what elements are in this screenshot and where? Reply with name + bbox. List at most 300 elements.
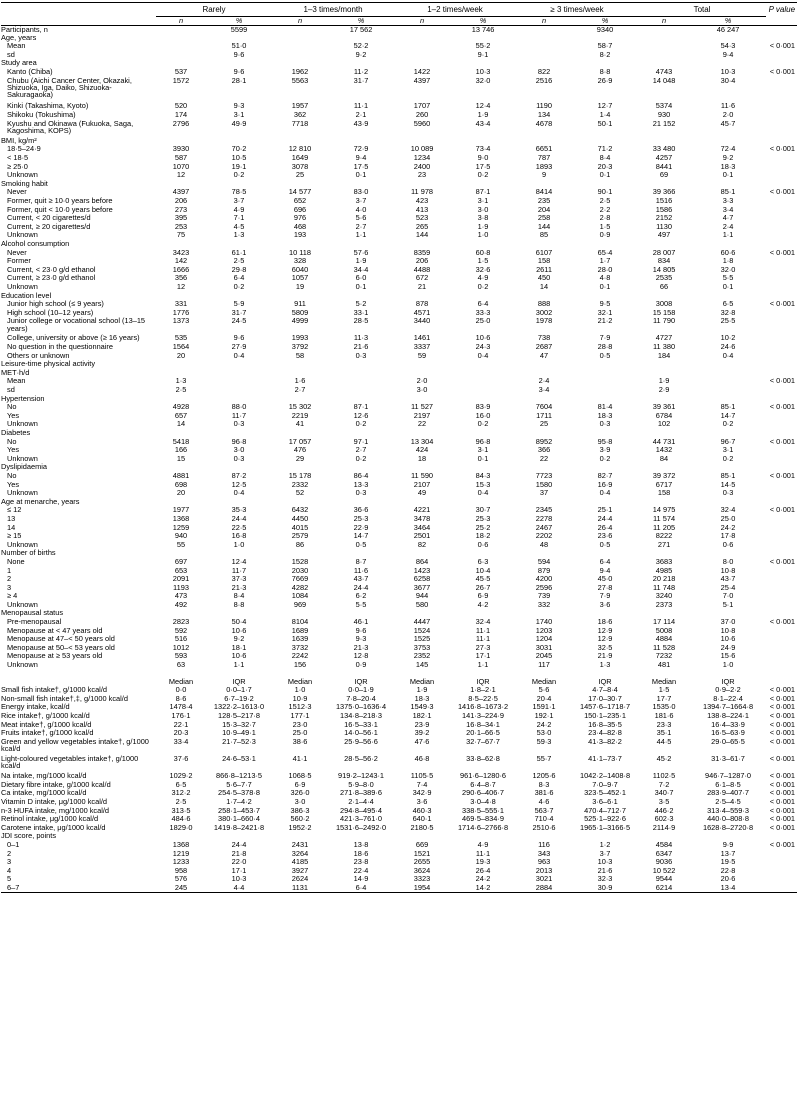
n-cell: 7604 (535, 402, 553, 412)
table-row (1, 798, 797, 807)
row-label: 2 (7, 574, 12, 584)
pct-cell: 60·8 (475, 247, 491, 257)
p-value-cell (766, 154, 797, 163)
pct-cell: 24·2 (720, 522, 736, 532)
n-cell: 9 (541, 170, 547, 180)
pct-cell: 87·1 (353, 402, 369, 412)
pct-cell: 21·9 (597, 651, 613, 661)
pct-cell: 1·5 (599, 221, 611, 231)
pct-cell: 1714·6–2766·8 (457, 822, 509, 832)
p-value-cell (766, 352, 797, 361)
pct-cell: 0·4 (722, 350, 734, 360)
table-row (1, 815, 797, 824)
n-cell: 4397 (172, 187, 190, 197)
n-cell: 1422 (413, 67, 431, 77)
n-cell: 3264 (291, 848, 309, 858)
n-cell: 4200 (535, 574, 553, 584)
category-row (1, 498, 797, 507)
pct-cell: 36·6 (353, 505, 369, 515)
pct-cell: 470·4–712·7 (584, 805, 626, 815)
pct-cell: 0·3 (233, 453, 245, 463)
p-value-cell: < 0·001 (769, 719, 796, 729)
pct-cell: 21·6 (597, 865, 613, 875)
n-cell: 0·0 (175, 685, 187, 695)
n-cell: 5809 (291, 307, 309, 317)
n-cell: 11 590 (410, 470, 434, 480)
pct-cell: 0·2 (477, 281, 489, 291)
n-cell: 446·2 (654, 805, 674, 815)
pct-cell: 1·3 (233, 230, 245, 240)
n-cell: 3683 (655, 556, 673, 566)
pct-cell: 37·3 (231, 574, 247, 584)
pct-cell: 17·0–30·7 (588, 693, 622, 703)
n-cell: 23·3 (656, 719, 672, 729)
category-row (1, 463, 797, 472)
table-row (1, 403, 797, 412)
n-cell: 4884 (655, 634, 673, 644)
pct-cell: 32·0 (720, 264, 736, 274)
n-cell: 4881 (172, 470, 190, 480)
table-row (1, 884, 797, 893)
n-cell: 29 (295, 453, 305, 463)
n-cell: 1012 (172, 642, 190, 652)
pct-cell: 13 746 (471, 24, 495, 34)
row-label: Menopause at 50–< 53 years old (7, 642, 115, 652)
n-cell: 181·6 (654, 711, 674, 721)
pct-cell: 21·7–52·3 (222, 736, 256, 746)
n-cell: 1373 (172, 316, 190, 326)
pct-cell: 52·2 (353, 41, 369, 51)
pct-cell: 9·6 (233, 49, 245, 59)
n-cell: 156 (293, 660, 307, 670)
n-cell: 460·3 (412, 805, 432, 815)
pct-cell: 20·3 (597, 161, 613, 171)
n-cell: 1259 (172, 522, 190, 532)
pct-cell: 0·0–1·9 (348, 685, 374, 695)
n-cell: 5418 (172, 436, 190, 446)
n-cell: 23 (417, 170, 427, 180)
pct-cell: 49·9 (231, 118, 247, 128)
pct-cell: 23·4–82·8 (588, 728, 622, 738)
pct-cell: 0·1 (477, 453, 489, 463)
p-value-cell (766, 197, 797, 206)
n-cell: 6432 (291, 505, 309, 515)
n-cell: 235 (537, 195, 551, 205)
pct-cell: 34·4 (353, 264, 369, 274)
n-cell: 1131 (272, 884, 328, 893)
row-label: Kinki (Takashima, Kyoto) (7, 101, 89, 111)
row-label: 3 (7, 582, 12, 592)
table-row (1, 695, 797, 704)
table-row (1, 249, 797, 258)
pct-cell: 16·9 (597, 479, 613, 489)
pct-cell: 51·0 (231, 41, 247, 51)
row-label: ≥ 25·0 (7, 161, 28, 171)
table-row (1, 343, 797, 352)
pct-cell: 1·1 (233, 660, 245, 670)
n-cell: 1962 (291, 67, 309, 77)
category-row (1, 395, 797, 404)
pct-cell: 25·2 (475, 522, 491, 532)
pct-cell: 5·5 (355, 599, 367, 609)
n-cell: 888 (537, 299, 551, 309)
pct-cell: 28·0 (597, 264, 613, 274)
table-row (1, 601, 797, 610)
row-label: Former, quit ≥ 10·0 years before (7, 195, 113, 205)
n-cell: 184 (657, 350, 671, 360)
pct-cell: 31·7 (231, 307, 247, 317)
pct-cell: 6·9 (477, 591, 489, 601)
stat-header-cell: IQR (598, 676, 612, 686)
pct-cell: 4·7 (722, 213, 734, 223)
pct-cell: 32·7–67·7 (466, 736, 500, 746)
row-label: Unknown (7, 170, 38, 180)
table-row (1, 231, 797, 240)
group-header-row (1, 3, 797, 17)
pct-cell: 25·0 (720, 513, 736, 523)
p-value-cell (766, 334, 797, 343)
n-cell: 381·6 (534, 788, 554, 798)
n-cell: 55 (176, 539, 186, 549)
pct-cell: 3·0 (233, 445, 245, 455)
row-label: Green and yellow vegetables intake†, g/1000 kcal/d (1, 736, 149, 754)
pct-cell: 9·3 (233, 101, 245, 111)
pct-cell (572, 386, 638, 395)
pct-cell: 0·5 (599, 350, 611, 360)
pct-cell: 32·5 (597, 642, 613, 652)
n-cell: 2·7 (294, 385, 306, 395)
n-cell: 2400 (413, 161, 431, 171)
n-cell: 1219 (172, 848, 190, 858)
p-value-cell (766, 532, 797, 541)
table-row (1, 446, 797, 455)
n-cell: 535 (174, 333, 188, 343)
n-cell: 2352 (413, 651, 431, 661)
n-cell (394, 51, 450, 60)
n-cell: 1572 (172, 75, 190, 85)
n-cell: 2655 (413, 857, 431, 867)
stat-header-cell: Median (168, 676, 194, 686)
n-cell: 3337 (413, 342, 431, 352)
pct-cell: 3·8 (477, 213, 489, 223)
pct-cell: 41·3–82·2 (588, 736, 622, 746)
pct-cell: 11·1 (475, 625, 491, 635)
n-cell: 342·9 (412, 788, 432, 798)
row-label: Meat intake†, g/1000 kcal/d (1, 719, 92, 729)
n-cell: 1521 (413, 848, 431, 858)
n-cell: 14 (176, 419, 186, 429)
p-value-cell: < 0·001 (769, 67, 796, 77)
row-label: Age, years (1, 32, 37, 42)
p-value-cell: < 0·001 (769, 805, 796, 815)
stat-header-cell: Median (287, 676, 313, 686)
n-cell: 47 (539, 350, 549, 360)
n-cell (516, 34, 572, 43)
table-row (1, 506, 797, 515)
n-cell (272, 34, 328, 43)
n-cell: 1666 (172, 264, 190, 274)
n-cell: 4282 (291, 582, 309, 592)
p-value-cell: < 0·001 (769, 144, 796, 154)
table-row (1, 584, 797, 593)
pct-cell: 10·6 (231, 625, 247, 635)
pct-cell: 12·5 (231, 479, 247, 489)
pct-cell: 46 247 (716, 24, 740, 34)
n-cell: 576 (174, 874, 188, 884)
n-cell: 4257 (655, 153, 673, 163)
p-value-cell (766, 481, 797, 490)
pct-cell: 12·4 (231, 556, 247, 566)
table-row (1, 841, 797, 850)
pct-cell: 28·8 (597, 342, 613, 352)
row-label: Menopausal status (1, 608, 64, 618)
pct-cell: 16·8–34·1 (466, 719, 500, 729)
n-cell: 18 (417, 453, 427, 463)
table-row (1, 163, 797, 172)
n-cell: 2373 (655, 599, 673, 609)
table-row (1, 567, 797, 576)
n-cell: 1·9 (416, 685, 428, 695)
p-value-cell (766, 541, 797, 550)
pct-cell: 1·1 (477, 660, 489, 670)
pct-cell: 10·9–49·1 (222, 728, 256, 738)
row-label: No question in the questionnaire (7, 342, 114, 352)
pct-cell: 0·3 (355, 350, 367, 360)
group-header-rarely: Rarely (156, 3, 272, 17)
n-cell: 326·0 (290, 788, 310, 798)
n-cell: 102 (657, 419, 671, 429)
p-value-cell: < 0·001 (769, 505, 796, 515)
pvalue-header (766, 3, 797, 17)
pct-cell: 10·3 (475, 67, 491, 77)
pct-cell: 7·0 (722, 591, 734, 601)
n-cell: 2·5 (175, 385, 187, 395)
row-label: Energy intake, kcal/d (1, 702, 70, 712)
pct-cell: 5·2 (355, 299, 367, 309)
pct-cell: 14·0–56·1 (344, 728, 378, 738)
n-cell: 3·0 (294, 796, 306, 806)
n-cell (156, 42, 206, 51)
pct-cell: 8·8 (599, 67, 611, 77)
n-cell: 6258 (413, 574, 431, 584)
n-cell: 653 (174, 565, 188, 575)
pct-cell: 3·6–6·1 (592, 796, 618, 806)
pct-cell: 2·0 (722, 110, 734, 120)
p-value-cell: < 0·001 (769, 41, 796, 51)
n-cell: 47·6 (414, 736, 430, 746)
n-cell: 1·6 (294, 376, 306, 386)
row-label: ≥ 15 (7, 531, 22, 541)
n-cell (394, 34, 450, 43)
pct-cell: 0·1 (599, 281, 611, 291)
row-label: BMI, kg/m² (1, 135, 37, 145)
pct-cell: 57·6 (353, 247, 369, 257)
n-cell: 3008 (655, 299, 673, 309)
n-cell: 13 304 (410, 436, 434, 446)
p-value-cell (766, 635, 797, 644)
table-row (1, 824, 797, 833)
row-label: Yes (7, 445, 20, 455)
n-cell: 192·1 (534, 711, 554, 721)
pct-cell: 258·1–453·7 (218, 805, 260, 815)
pct-cell: 3·1 (477, 195, 489, 205)
pct-cell: 9·6 (233, 333, 245, 343)
pct-cell: 14·9 (353, 874, 369, 884)
pct-cell: 1965·1–3166·5 (579, 822, 631, 832)
n-cell: 6040 (291, 264, 309, 274)
pct-cell: 18·3 (720, 161, 736, 171)
n-cell: 2332 (291, 479, 309, 489)
n-cell: 560·2 (290, 814, 310, 824)
pct-cell: 72·4 (720, 144, 736, 154)
row-label: No (7, 436, 17, 446)
category-row (1, 429, 797, 438)
n-cell: 8104 (291, 617, 309, 627)
n-cell: 1525 (413, 634, 431, 644)
p-value-cell (766, 652, 797, 661)
n-cell: 21 (417, 281, 427, 291)
row-label: JDI score, points (1, 831, 57, 841)
n-cell: 476 (293, 445, 307, 455)
n-cell: 8414 (535, 187, 553, 197)
pct-cell: 22·5 (231, 522, 247, 532)
n-cell: 55·7 (536, 753, 552, 763)
pct-cell (450, 369, 516, 378)
row-label: Diabetes (1, 428, 31, 438)
pct-cell: 1·9 (477, 110, 489, 120)
row-label: Never (7, 187, 27, 197)
pct-cell: 26·4 (597, 522, 613, 532)
pct-cell: 323·5–452·1 (584, 788, 626, 798)
n-cell: 144 (537, 221, 551, 231)
n-cell: 1234 (413, 153, 431, 163)
pct-cell: 16·0 (475, 410, 491, 420)
table-row (1, 541, 797, 550)
pct-cell: 18·3 (597, 410, 613, 420)
n-cell: 17 114 (653, 617, 676, 627)
n-cell: 15 (176, 453, 186, 463)
n-cell: 313·5 (171, 805, 191, 815)
p-value-cell: < 0·001 (769, 693, 796, 703)
pct-cell: 30·4 (720, 75, 736, 85)
n-cell: 2823 (172, 617, 190, 627)
n-cell: 657 (174, 410, 188, 420)
category-row (1, 137, 797, 146)
n-cell: 2516 (535, 75, 553, 85)
pct-cell: 3·3 (722, 195, 734, 205)
p-value-cell (766, 420, 797, 429)
pct-cell: 6·3 (477, 556, 489, 566)
pct-cell: 20·6 (720, 874, 736, 884)
pct-cell: 21·2 (597, 316, 613, 326)
n-cell: 6347 (655, 848, 673, 858)
pct-cell: 15·3 (475, 479, 491, 489)
pct-cell: 24·4 (353, 582, 369, 592)
p-value-cell (766, 489, 797, 498)
p-value-cell: < 0·001 (769, 753, 796, 763)
n-cell: 25 (295, 170, 305, 180)
pct-cell: 2·7 (355, 221, 367, 231)
p-value-cell: < 0·001 (769, 617, 796, 627)
n-cell: 35·1 (656, 728, 672, 738)
pct-cell: 14·7 (353, 531, 369, 541)
pct-cell: 3·7 (355, 195, 367, 205)
n-cell (394, 42, 450, 51)
n-cell (272, 360, 328, 369)
n-cell: 1591·1 (532, 702, 556, 712)
n-cell: 8359 (413, 247, 431, 257)
pct-cell: 8·8 (233, 599, 245, 609)
n-cell (516, 25, 572, 34)
n-cell: 25·0 (292, 728, 308, 738)
stat-header-cell: IQR (232, 676, 246, 686)
pct-cell: 0·4 (599, 488, 611, 498)
n-cell: 652 (293, 195, 307, 205)
table-row (1, 188, 797, 197)
p-value-cell (766, 386, 797, 395)
table-row (1, 171, 797, 180)
n-cell: 3031 (535, 642, 553, 652)
row-label: ≥ 4 (7, 591, 18, 601)
row-label: Small fish intake†, g/1000 kcal/d (1, 685, 107, 695)
n-cell: 158 (537, 256, 551, 266)
n-cell: 669 (415, 839, 429, 849)
pct-cell: 1·9 (477, 221, 489, 231)
pct-cell: 4·9 (477, 273, 489, 283)
pct-cell: 10·3 (597, 857, 613, 867)
pct-cell (206, 360, 272, 369)
pct-cell (328, 377, 394, 386)
p-value-cell (766, 455, 797, 464)
pct-cell: 6·4 (328, 884, 394, 893)
table-row (1, 352, 797, 361)
pct-cell: 7·8–20·4 (346, 693, 376, 703)
p-value-cell (766, 515, 797, 524)
n-cell: 10 118 (288, 247, 312, 257)
n-cell: 424 (415, 445, 429, 455)
p-value-cell (766, 317, 797, 334)
pct-cell: 32·1 (597, 307, 613, 317)
pct-cell: 0·3 (355, 488, 367, 498)
n-cell: 10 522 (652, 865, 676, 875)
n-cell: 144 (415, 230, 429, 240)
n-cell: 8·6 (175, 693, 187, 703)
n-cell (272, 42, 328, 51)
stat-header-cell: IQR (354, 676, 368, 686)
pct-cell: 134·8–218·3 (340, 711, 382, 721)
n-cell: 48 (539, 539, 549, 549)
pct-cell: 1·8–2·1 (470, 685, 496, 695)
p-value-cell (766, 25, 797, 34)
pct-cell: 0·4 (233, 488, 245, 498)
pct-cell: 45·0 (597, 574, 613, 584)
pct-cell: 9·2 (722, 153, 734, 163)
category-row (1, 549, 797, 558)
n-cell: 59 (417, 350, 427, 360)
n-cell: 11 748 (653, 582, 676, 592)
pct-cell: 7·0–9·7 (592, 779, 618, 789)
n-cell: 563·7 (534, 805, 554, 815)
pct-cell: 7·1 (233, 213, 245, 223)
table-row (1, 807, 797, 816)
n-cell: 2197 (413, 410, 431, 420)
pct-cell: 11·2 (353, 67, 369, 77)
n-cell: 39 372 (652, 470, 676, 480)
n-cell: 7232 (655, 651, 673, 661)
table-row (1, 377, 797, 386)
n-cell: 69 (659, 170, 669, 180)
pct-cell: 2·1 (355, 110, 367, 120)
